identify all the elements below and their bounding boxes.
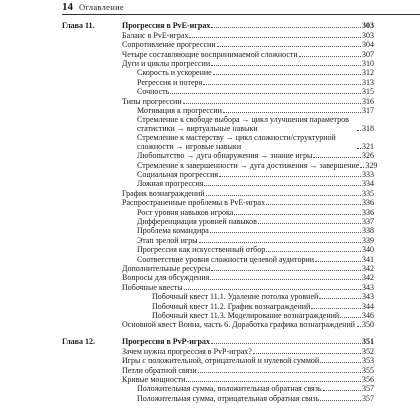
leader-dots <box>211 65 361 66</box>
entry-page: 338 <box>362 226 374 236</box>
entry-page: 316 <box>362 96 374 106</box>
entry-title: Дополнительные ресурсы <box>122 263 211 273</box>
toc-entry[interactable] <box>62 115 374 133</box>
entry-title: Регрессия и потеря <box>137 77 203 87</box>
entry-page: 312 <box>362 68 374 78</box>
entry-page: 336 <box>362 207 374 217</box>
leader-dots <box>203 84 361 85</box>
leader-dots <box>184 289 361 290</box>
toc-entry[interactable] <box>62 179 374 188</box>
entry-title: Побочный квест 11.3. Моделирование вознаграждений <box>152 310 340 320</box>
chapter-label: Глава 12. <box>62 337 95 347</box>
leader-dots <box>198 372 361 373</box>
entry-title: Стремление к мастерству → цикл сложности/структурной сложности → игровые навыки <box>137 132 336 151</box>
entry-page: 303 <box>362 30 374 40</box>
entry-title: Зачем нужна прогрессия в PvP-играх? <box>122 346 252 356</box>
chapter-page: 303 <box>362 21 374 31</box>
leader-dots <box>266 251 361 252</box>
toc-entry[interactable] <box>62 151 374 160</box>
entry-title: Прогрессия как искусственный отбор <box>137 245 266 255</box>
entry-page: 335 <box>362 188 374 198</box>
entry-page: 337 <box>362 217 374 227</box>
toc-entry[interactable] <box>62 87 374 96</box>
toc-entry[interactable] <box>62 384 374 393</box>
entry-title: Основной квест Воина, часть 6. Доработка графика вознаграждений <box>122 319 356 329</box>
toc-entry[interactable] <box>62 217 374 226</box>
entry-title: Мотивация к прогрессии <box>137 105 222 115</box>
toc-entry[interactable] <box>62 68 374 77</box>
entry-title: Соответствие уровня сложности целевой аудитории <box>137 254 314 264</box>
toc-entry[interactable] <box>62 96 374 105</box>
leader-dots <box>357 130 361 131</box>
toc-chapter-row[interactable] <box>62 21 374 30</box>
entry-title: Положительная сумма, отрицательная обратная связь <box>137 393 320 403</box>
leader-dots <box>357 148 361 149</box>
running-head <box>62 2 420 15</box>
toc-entry[interactable] <box>62 106 374 115</box>
leader-dots <box>258 223 361 224</box>
toc-entry[interactable] <box>62 77 374 86</box>
leader-dots <box>186 381 361 382</box>
entry-page: 342 <box>362 263 374 273</box>
entry-title: Дифференциация уровней навыков <box>137 217 257 227</box>
leader-dots <box>199 242 361 243</box>
entry-page: 307 <box>362 49 374 59</box>
entry-title: Баланс в PvE-играх <box>122 30 189 40</box>
entry-title: Рост уровня навыков игрока <box>137 207 234 217</box>
toc-entry[interactable] <box>62 188 374 197</box>
entry-title: Типы прогрессии <box>122 96 182 106</box>
entry-title: Побочные квесты <box>122 282 183 292</box>
leader-dots <box>206 195 361 196</box>
entry-page: 343 <box>362 292 374 302</box>
leader-dots <box>340 317 361 318</box>
leader-dots <box>357 326 361 327</box>
entry-title: Кривые мощности <box>122 374 186 384</box>
entry-title: Стремление к свободе выбора → цикл улучшения параметров статистики → виртуальные навыки <box>137 114 349 133</box>
leader-dots <box>210 232 361 233</box>
toc-entry[interactable] <box>62 49 374 58</box>
entry-title: Сопротивление прогрессии <box>122 40 216 50</box>
entry-page: 350 <box>362 319 374 329</box>
entry-page: 342 <box>362 273 374 283</box>
leader-dots <box>211 27 361 28</box>
leader-dots <box>219 176 361 177</box>
leader-dots <box>320 400 361 401</box>
entry-title: Проблема командира <box>137 226 209 236</box>
entry-page: 333 <box>362 170 374 180</box>
entry-title: График вознаграждений <box>122 188 205 198</box>
leader-dots <box>315 261 361 262</box>
leader-dots <box>313 157 361 158</box>
entry-title: Положительная сумма, положительная обратная связь <box>137 384 322 394</box>
leader-dots <box>234 214 361 215</box>
entry-title: Скорость и ускорение <box>137 68 212 78</box>
toc-entry[interactable] <box>62 170 374 179</box>
entry-page: 357 <box>362 393 374 403</box>
leader-dots <box>266 204 361 205</box>
leader-dots <box>170 93 361 94</box>
toc-entry[interactable] <box>62 346 374 355</box>
table-of-contents <box>62 21 378 403</box>
toc-entry[interactable] <box>62 311 374 320</box>
chapter-page: 351 <box>362 337 374 347</box>
toc-chapter-row[interactable] <box>62 337 374 346</box>
toc-entry[interactable] <box>62 133 374 151</box>
entry-page: 318 <box>362 123 374 133</box>
entry-page: 344 <box>362 301 374 311</box>
leader-dots <box>320 362 361 363</box>
entry-page: 357 <box>362 384 374 394</box>
entry-title: Социальная прогрессия <box>137 170 219 180</box>
entry-page: 326 <box>362 151 374 161</box>
toc-entry[interactable] <box>62 254 374 263</box>
toc-entry[interactable] <box>62 226 374 235</box>
toc-entry[interactable] <box>62 282 374 291</box>
toc-entry[interactable] <box>62 235 374 244</box>
leader-dots <box>311 308 361 309</box>
leader-dots <box>210 279 361 280</box>
leader-dots <box>253 353 361 354</box>
leader-dots <box>211 343 361 344</box>
entry-page: 334 <box>362 179 374 189</box>
toc-entry[interactable] <box>62 393 374 402</box>
chapter-title: Прогрессия в PvE-играх <box>122 21 211 31</box>
entry-title: Сочность <box>137 87 170 97</box>
toc-entry[interactable] <box>62 245 374 254</box>
entry-title: Побочный квест 11.1. Удаление потолка уровней <box>152 292 319 302</box>
toc-entry[interactable] <box>62 59 374 68</box>
page-number: 14 <box>62 1 73 13</box>
toc-entry[interactable] <box>62 273 374 282</box>
leader-dots <box>360 167 364 168</box>
entry-title: Стремление к завершенности → дуга достижения → завершение <box>137 160 360 170</box>
toc-entry[interactable] <box>62 30 374 39</box>
toc-entry[interactable] <box>62 40 374 49</box>
leader-dots <box>299 56 361 57</box>
entry-page: 341 <box>362 254 374 264</box>
entry-page: 355 <box>362 365 374 375</box>
chapter-title: Прогрессия в PvP-играх <box>122 337 210 347</box>
entry-page: 343 <box>362 282 374 292</box>
toc-entry[interactable] <box>62 207 374 216</box>
entry-page: 317 <box>362 105 374 115</box>
entry-page: 356 <box>362 374 374 384</box>
entry-page: 346 <box>362 310 374 320</box>
toc-entry[interactable] <box>62 320 374 329</box>
chapter-gap <box>62 329 374 337</box>
toc-entry[interactable] <box>62 160 378 170</box>
entry-title: Этап зрелой игры <box>137 235 198 245</box>
entry-page: 329 <box>365 160 378 170</box>
toc-entry[interactable] <box>62 356 374 365</box>
entry-page: 310 <box>362 58 374 68</box>
leader-dots <box>204 185 361 186</box>
entry-title: Ложная прогрессия <box>137 179 204 189</box>
entry-page: 340 <box>362 245 374 255</box>
toc-entry[interactable] <box>62 301 374 310</box>
toc-entry[interactable] <box>62 375 374 384</box>
toc-entry[interactable] <box>62 365 374 374</box>
entry-page: 353 <box>362 356 374 366</box>
leader-dots <box>319 298 361 299</box>
leader-dots <box>217 46 361 47</box>
entry-page: 336 <box>362 198 374 208</box>
entry-title: Побочный квест 11.2. График вознаграждений <box>152 301 311 311</box>
entry-title: Любопытство → дуга обнаружения → знание игры <box>137 151 313 161</box>
toc-entry[interactable] <box>62 198 374 207</box>
entry-page: 304 <box>362 40 374 50</box>
chapter-label: Глава 11. <box>62 21 95 31</box>
entry-title: Дуги и циклы прогрессии <box>122 58 211 68</box>
running-title: Оглавление <box>79 2 124 12</box>
leader-dots <box>183 103 361 104</box>
leader-dots <box>213 74 361 75</box>
entry-page: 313 <box>362 77 374 87</box>
entry-title: Петли обратной связи <box>122 365 197 375</box>
entry-page: 352 <box>362 346 374 356</box>
entry-page: 315 <box>362 87 374 97</box>
toc-entry[interactable] <box>62 264 374 273</box>
leader-dots <box>223 112 361 113</box>
entry-page: 339 <box>362 235 374 245</box>
leader-dots <box>189 37 361 38</box>
leader-dots <box>323 390 361 391</box>
entry-title: Игры с положительной, отрицательной и нулевой суммой <box>122 356 320 366</box>
entry-title: Распространенные проблемы в PvE-играх <box>122 198 266 208</box>
entry-title: Четыре составляющие воспринимаемой сложности <box>122 49 298 59</box>
leader-dots <box>211 270 361 271</box>
toc-entry[interactable] <box>62 292 374 301</box>
entry-title: Вопросы для обсуждения <box>122 273 210 283</box>
entry-page: 321 <box>362 141 374 151</box>
